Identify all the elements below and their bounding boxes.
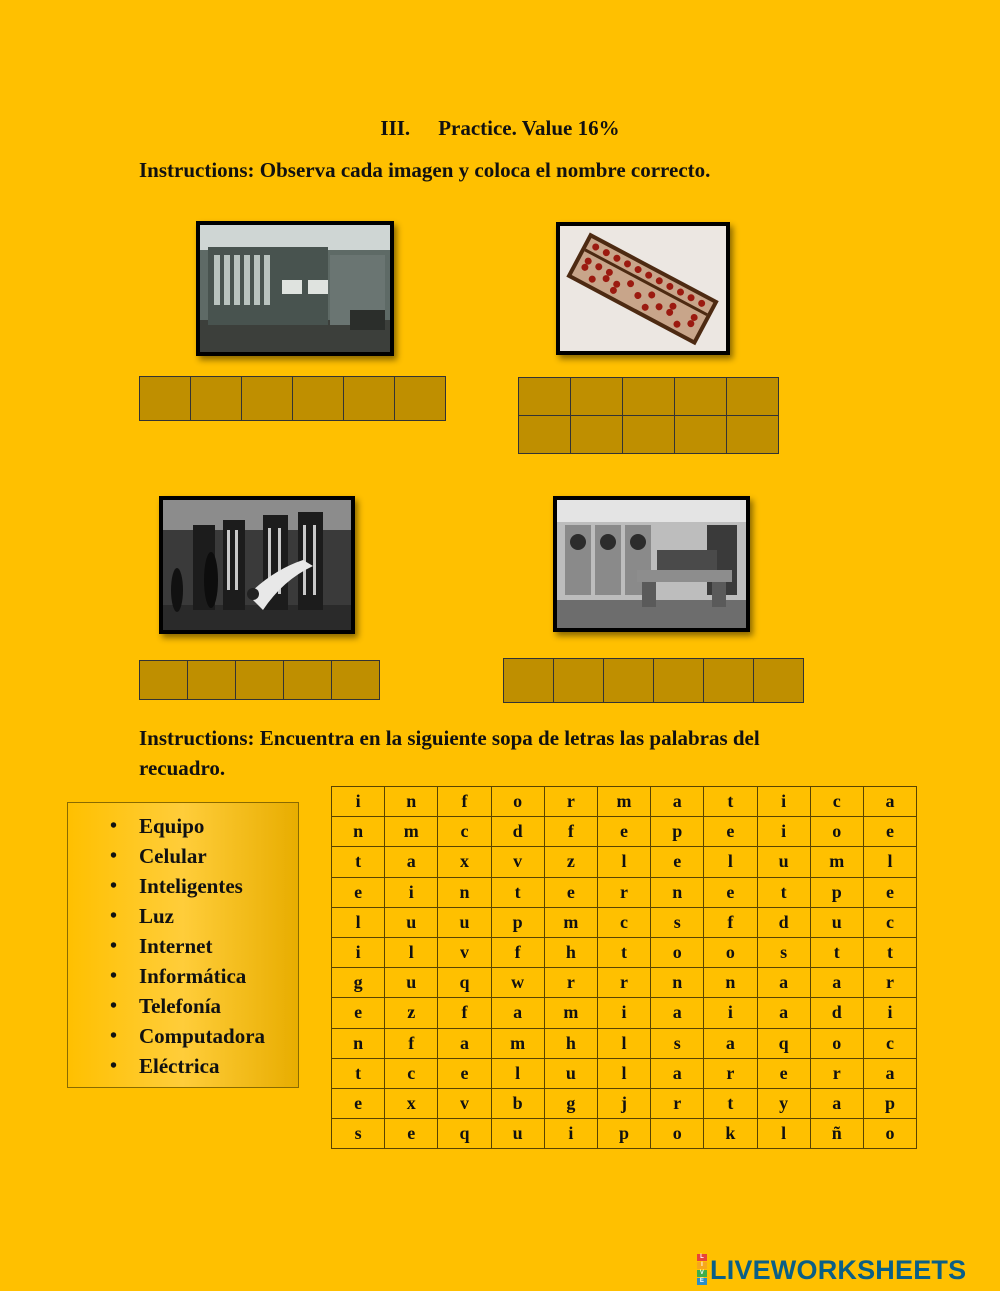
word-search-row xyxy=(332,998,917,1028)
answer-box-input[interactable] xyxy=(284,661,331,699)
answer-box[interactable] xyxy=(395,377,446,421)
word-search-cell[interactable]: l xyxy=(704,847,757,877)
word-search-cell[interactable]: l xyxy=(757,1119,810,1149)
word-search-cell[interactable]: v xyxy=(438,1088,491,1118)
answer-box-input[interactable] xyxy=(140,661,187,699)
word-search-cell[interactable]: a xyxy=(438,1028,491,1058)
word-search-cell[interactable]: q xyxy=(438,1119,491,1149)
word-search-cell[interactable]: h xyxy=(544,937,597,967)
word-search-cell[interactable]: r xyxy=(863,968,916,998)
word-search-cell[interactable]: e xyxy=(332,998,385,1028)
word-search-cell[interactable]: z xyxy=(544,847,597,877)
word-search-cell[interactable]: u xyxy=(438,907,491,937)
word-search-cell[interactable]: i xyxy=(332,937,385,967)
word-search-cell[interactable]: n xyxy=(438,877,491,907)
answer-box[interactable] xyxy=(519,378,571,416)
word-search-cell[interactable]: a xyxy=(491,998,544,1028)
word-search-cell[interactable]: e xyxy=(438,1058,491,1088)
brand-logo-letter: L xyxy=(697,1254,707,1261)
instructions-images: Instructions: Observa cada imagen y coloca el nombre correcto. xyxy=(139,158,711,182)
brand-logo-icon xyxy=(697,1254,707,1286)
word-search-cell[interactable]: l xyxy=(863,847,916,877)
answer-box-input[interactable] xyxy=(571,378,622,415)
word-search-cell[interactable]: g xyxy=(332,968,385,998)
word-search-cell[interactable]: w xyxy=(491,968,544,998)
word-search-cell[interactable]: a xyxy=(757,998,810,1028)
word-search-cell[interactable]: a xyxy=(863,787,916,817)
word-search-cell[interactable]: m xyxy=(597,787,650,817)
answer-box[interactable] xyxy=(675,416,727,454)
word-search-cell[interactable]: l xyxy=(597,847,650,877)
word-search-cell[interactable]: o xyxy=(651,1119,704,1149)
word-search-cell[interactable]: x xyxy=(385,1088,438,1118)
answer-box-input[interactable] xyxy=(519,416,570,453)
word-list-item: • Computadora xyxy=(110,1021,298,1051)
word-search-cell[interactable]: ñ xyxy=(810,1119,863,1149)
word-search-cell[interactable]: l xyxy=(491,1058,544,1088)
word-search-cell[interactable]: t xyxy=(491,877,544,907)
word-search-cell[interactable]: s xyxy=(332,1119,385,1149)
answer-box[interactable] xyxy=(654,659,704,703)
answer-box-input[interactable] xyxy=(675,378,726,415)
word-search-cell[interactable]: l xyxy=(332,907,385,937)
answer-box-input[interactable] xyxy=(675,416,726,453)
brand-logo-letter: I xyxy=(697,1262,707,1269)
word-search-cell[interactable]: o xyxy=(810,1028,863,1058)
answer-boxes-3 xyxy=(139,660,380,700)
word-search-row xyxy=(332,1119,917,1149)
answer-box[interactable] xyxy=(519,416,571,454)
word-search-cell[interactable]: u xyxy=(810,907,863,937)
word-search-cell[interactable]: e xyxy=(385,1119,438,1149)
word-search-row xyxy=(332,968,917,998)
word-search-cell[interactable]: a xyxy=(651,998,704,1028)
word-search-cell[interactable]: a xyxy=(651,787,704,817)
word-search-cell[interactable]: d xyxy=(757,907,810,937)
word-search-cell[interactable]: n xyxy=(651,968,704,998)
word-search-row xyxy=(332,847,917,877)
word-search-cell[interactable]: i xyxy=(704,998,757,1028)
word-search-cell[interactable]: a xyxy=(385,847,438,877)
answer-box-input[interactable] xyxy=(604,659,653,702)
word-list-box xyxy=(67,802,299,1088)
word-search-cell[interactable]: s xyxy=(651,1028,704,1058)
answer-box[interactable] xyxy=(284,661,332,700)
eniac-operator-photo xyxy=(159,496,355,634)
word-search-cell[interactable]: e xyxy=(332,877,385,907)
answer-box-input[interactable] xyxy=(191,377,241,420)
word-search-cell[interactable]: o xyxy=(810,817,863,847)
answer-box[interactable] xyxy=(140,661,188,700)
answer-box-input[interactable] xyxy=(754,659,803,702)
computer-room-photo xyxy=(553,496,750,632)
answer-box[interactable] xyxy=(140,377,191,421)
answer-box[interactable] xyxy=(293,377,344,421)
answer-box[interactable] xyxy=(188,661,236,700)
word-search-cell[interactable]: t xyxy=(704,787,757,817)
word-search-cell[interactable]: l xyxy=(385,937,438,967)
word-list-item: • Luz xyxy=(110,901,298,931)
answer-box-input[interactable] xyxy=(654,659,703,702)
word-list-item: • Telefonía xyxy=(110,991,298,1021)
word-search-cell[interactable]: g xyxy=(544,1088,597,1118)
answer-box-input[interactable] xyxy=(140,377,190,420)
word-search-cell[interactable]: v xyxy=(438,937,491,967)
answer-boxes-2 xyxy=(518,377,779,454)
word-search-cell[interactable]: i xyxy=(757,787,810,817)
word-search-cell[interactable]: k xyxy=(704,1119,757,1149)
word-search-cell[interactable]: n xyxy=(332,817,385,847)
answer-box[interactable] xyxy=(727,378,779,416)
word-search-cell[interactable]: r xyxy=(544,787,597,817)
word-search-cell[interactable]: d xyxy=(810,998,863,1028)
word-search-cell[interactable]: a xyxy=(810,968,863,998)
liveworksheets-logo xyxy=(697,1254,966,1286)
word-search-cell[interactable]: j xyxy=(597,1088,650,1118)
word-search-cell[interactable]: i xyxy=(863,998,916,1028)
answer-boxes-1 xyxy=(139,376,446,421)
word-search-cell[interactable]: m xyxy=(544,907,597,937)
instructions-word-search: Instructions: Encuentra en la siguiente sopa de letras las palabras del recuadro. xyxy=(139,726,760,780)
answer-box[interactable] xyxy=(554,659,604,703)
word-search-cell[interactable]: c xyxy=(810,787,863,817)
word-search-cell[interactable]: o xyxy=(704,937,757,967)
answer-box-input[interactable] xyxy=(623,416,674,453)
word-search-cell[interactable]: f xyxy=(385,1028,438,1058)
word-search-cell[interactable]: t xyxy=(757,877,810,907)
answer-box[interactable] xyxy=(604,659,654,703)
word-search-cell[interactable]: i xyxy=(544,1119,597,1149)
word-search-cell[interactable]: t xyxy=(704,1088,757,1118)
word-search-cell[interactable]: f xyxy=(438,787,491,817)
word-search-cell[interactable]: l xyxy=(597,1028,650,1058)
answer-box-input[interactable] xyxy=(727,416,778,453)
answer-box-input[interactable] xyxy=(236,661,283,699)
answer-boxes-4 xyxy=(503,658,804,703)
word-search-cell[interactable]: a xyxy=(757,968,810,998)
section-title-text: Practice. Value 16% xyxy=(438,116,620,140)
word-search-grid xyxy=(331,786,917,1149)
word-search-cell[interactable]: v xyxy=(491,847,544,877)
section-title xyxy=(0,116,1000,141)
word-search-cell[interactable]: c xyxy=(597,907,650,937)
word-search-cell[interactable]: p xyxy=(597,1119,650,1149)
word-search-cell[interactable]: m xyxy=(544,998,597,1028)
answer-box[interactable] xyxy=(332,661,380,700)
word-search-cell[interactable]: i xyxy=(757,817,810,847)
word-search-cell[interactable]: e xyxy=(332,1088,385,1118)
answer-box[interactable] xyxy=(571,416,623,454)
word-search-cell[interactable]: a xyxy=(704,1028,757,1058)
word-search-cell[interactable]: y xyxy=(757,1088,810,1118)
word-search-cell[interactable]: f xyxy=(544,817,597,847)
answer-box-input[interactable] xyxy=(519,378,570,415)
word-search-cell[interactable]: n xyxy=(385,787,438,817)
word-search-cell[interactable]: e xyxy=(863,877,916,907)
word-search-cell[interactable]: x xyxy=(438,847,491,877)
word-search-cell[interactable]: m xyxy=(385,817,438,847)
word-search-cell[interactable]: i xyxy=(597,998,650,1028)
answer-box[interactable] xyxy=(504,659,554,703)
word-search-cell[interactable]: r xyxy=(597,877,650,907)
word-search-row xyxy=(332,877,917,907)
answer-box[interactable] xyxy=(191,377,242,421)
word-search-cell[interactable]: r xyxy=(704,1058,757,1088)
word-list-item: • Equipo xyxy=(110,811,298,841)
abacus-photo xyxy=(556,222,730,355)
word-list-item: • Internet xyxy=(110,931,298,961)
word-search-row xyxy=(332,907,917,937)
word-search-cell[interactable]: a xyxy=(863,1058,916,1088)
word-search-cell[interactable]: h xyxy=(544,1028,597,1058)
word-search-cell[interactable]: p xyxy=(863,1088,916,1118)
word-search-cell[interactable]: q xyxy=(438,968,491,998)
word-search-cell[interactable]: m xyxy=(491,1028,544,1058)
word-search-cell[interactable]: u xyxy=(491,1119,544,1149)
brand-logo-letter: V xyxy=(697,1270,707,1277)
word-search-cell[interactable]: u xyxy=(544,1058,597,1088)
word-search-cell[interactable]: n xyxy=(704,968,757,998)
answer-box[interactable] xyxy=(623,378,675,416)
word-search-cell[interactable]: i xyxy=(332,787,385,817)
word-search-cell[interactable]: o xyxy=(491,787,544,817)
section-number: III. xyxy=(380,116,411,140)
word-search-row xyxy=(332,787,917,817)
word-search-cell[interactable]: t xyxy=(863,937,916,967)
word-search-cell[interactable]: t xyxy=(810,937,863,967)
word-search-cell[interactable]: s xyxy=(757,937,810,967)
answer-box-input[interactable] xyxy=(344,377,394,420)
answer-box[interactable] xyxy=(242,377,293,421)
answer-box[interactable] xyxy=(675,378,727,416)
word-search-cell[interactable]: u xyxy=(757,847,810,877)
answer-box-input[interactable] xyxy=(293,377,343,420)
word-search-cell[interactable]: e xyxy=(597,817,650,847)
word-search-cell[interactable]: i xyxy=(385,877,438,907)
word-search-cell[interactable]: u xyxy=(385,907,438,937)
answer-box[interactable] xyxy=(571,378,623,416)
word-search-cell[interactable]: c xyxy=(863,907,916,937)
word-search-cell[interactable]: e xyxy=(651,847,704,877)
answer-box-input[interactable] xyxy=(571,416,622,453)
word-search-cell[interactable]: r xyxy=(651,1088,704,1118)
answer-box[interactable] xyxy=(623,416,675,454)
word-search-cell[interactable]: c xyxy=(385,1058,438,1088)
answer-box[interactable] xyxy=(344,377,395,421)
answer-box[interactable] xyxy=(727,416,779,454)
word-search-row xyxy=(332,1088,917,1118)
word-list-item: • Celular xyxy=(110,841,298,871)
word-search-cell[interactable]: e xyxy=(704,817,757,847)
word-search-cell[interactable]: u xyxy=(385,968,438,998)
word-search-cell[interactable]: e xyxy=(704,877,757,907)
brand-name: LIVEWORKSHEETS xyxy=(710,1254,967,1285)
answer-box-input[interactable] xyxy=(623,378,674,415)
word-search-cell[interactable]: n xyxy=(651,877,704,907)
word-search-cell[interactable]: q xyxy=(757,1028,810,1058)
word-search-cell[interactable]: t xyxy=(332,847,385,877)
word-search-row xyxy=(332,1028,917,1058)
word-search-cell[interactable]: f xyxy=(704,907,757,937)
word-search-cell[interactable]: l xyxy=(597,1058,650,1088)
word-search-cell[interactable]: p xyxy=(491,907,544,937)
word-search-cell[interactable]: c xyxy=(863,1028,916,1058)
word-search-cell[interactable]: d xyxy=(491,817,544,847)
word-search-cell[interactable]: o xyxy=(863,1119,916,1149)
mainframe-computer-photo xyxy=(196,221,394,356)
word-search-cell[interactable]: f xyxy=(438,998,491,1028)
word-list-item: • Informática xyxy=(110,961,298,991)
word-search-cell[interactable]: n xyxy=(332,1028,385,1058)
word-search-cell[interactable]: f xyxy=(491,937,544,967)
answer-box-input[interactable] xyxy=(704,659,753,702)
word-search-cell[interactable]: e xyxy=(863,817,916,847)
answer-box-input[interactable] xyxy=(395,377,445,420)
answer-box-input[interactable] xyxy=(727,378,778,415)
word-search-row xyxy=(332,817,917,847)
word-search-cell[interactable]: s xyxy=(651,907,704,937)
word-search-cell[interactable]: t xyxy=(597,937,650,967)
word-list-item: • Eléctrica xyxy=(110,1051,298,1081)
word-search-cell[interactable]: r xyxy=(544,968,597,998)
word-search-cell[interactable]: b xyxy=(491,1088,544,1118)
answer-box[interactable] xyxy=(704,659,754,703)
answer-box-input[interactable] xyxy=(554,659,603,702)
answer-box-input[interactable] xyxy=(504,659,553,702)
word-search-row xyxy=(332,937,917,967)
word-search-cell[interactable]: c xyxy=(438,817,491,847)
answer-box[interactable] xyxy=(236,661,284,700)
word-search-cell[interactable]: a xyxy=(810,1088,863,1118)
word-search-row xyxy=(332,1058,917,1088)
word-search-cell[interactable]: m xyxy=(810,847,863,877)
word-search-cell[interactable]: r xyxy=(597,968,650,998)
word-search-cell[interactable]: e xyxy=(757,1058,810,1088)
brand-logo-letter: E xyxy=(697,1278,707,1285)
word-search-cell[interactable]: o xyxy=(651,937,704,967)
word-search-cell[interactable]: z xyxy=(385,998,438,1028)
word-search-cell[interactable]: e xyxy=(544,877,597,907)
answer-box-input[interactable] xyxy=(242,377,292,420)
word-search-cell[interactable]: p xyxy=(810,877,863,907)
word-list-item: • Inteligentes xyxy=(110,871,298,901)
answer-box-input[interactable] xyxy=(332,661,379,699)
word-search-cell[interactable]: p xyxy=(651,817,704,847)
word-search-cell[interactable]: t xyxy=(332,1058,385,1088)
answer-box-input[interactable] xyxy=(188,661,235,699)
word-search-cell[interactable]: r xyxy=(810,1058,863,1088)
answer-box[interactable] xyxy=(754,659,804,703)
word-search-cell[interactable]: a xyxy=(651,1058,704,1088)
